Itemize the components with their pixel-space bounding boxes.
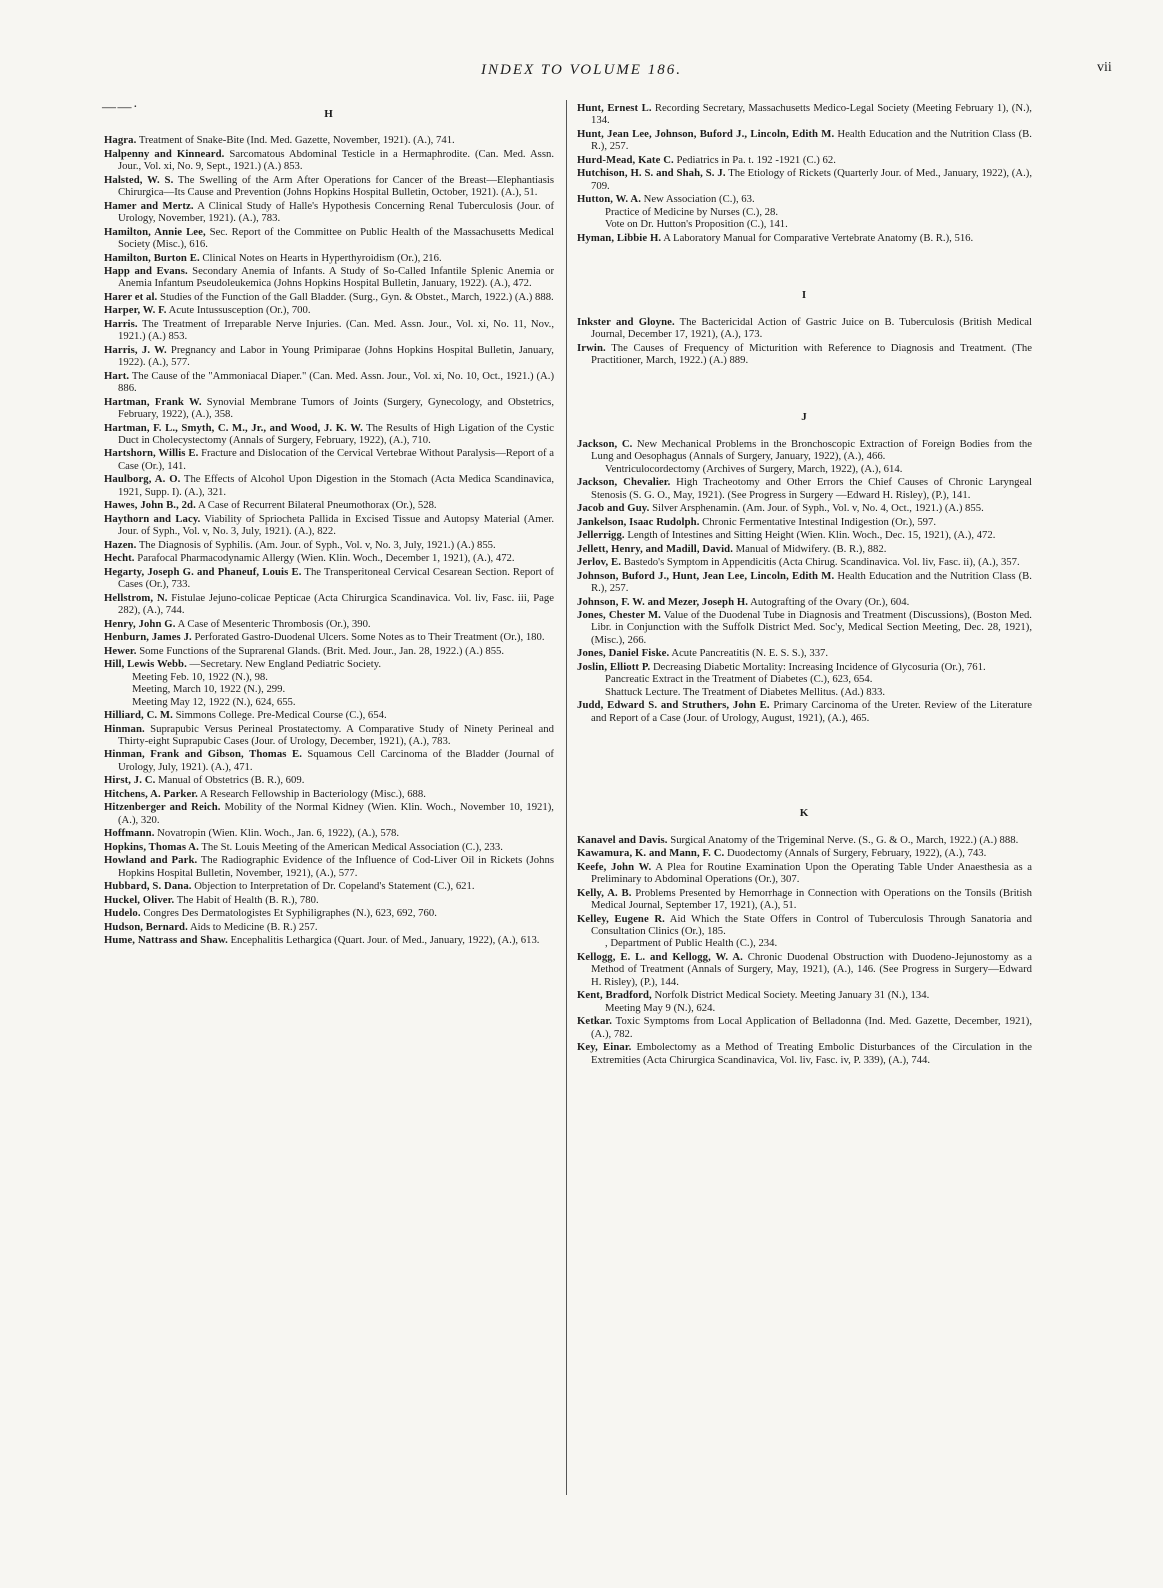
- entry-text: Sarcomatous Abdominal Testicle in a Hermaphrodite. (Can. Med. Assn. Jour., Vol. xi, No. 9, Sept., 1921.) (A.) 853.: [118, 147, 554, 173]
- index-entry: [104, 370, 554, 395]
- entry-author: Harris, J. W.: [104, 343, 167, 356]
- entry-text: A Plea for Routine Examination Upon the Operating Table Under Anaesthesia as a Preliminary to Abdominal Operations (Or.), 307.: [591, 860, 1033, 886]
- entry-author: Hecht.: [104, 552, 135, 565]
- entry-author: Harper, W. F.: [104, 304, 167, 317]
- index-entry: [104, 200, 554, 225]
- section-letter: J: [801, 411, 808, 424]
- entry-text: Studies of the Function of the Gall Bladder. (Surg., Gyn. & Obstet., March, 1922.) (A.) 888.: [157, 290, 554, 303]
- index-entry: [104, 396, 554, 421]
- entry-author: Huckel, Oliver.: [104, 893, 175, 906]
- index-subentry: Vote on Dr. Hutton's Proposition (C.), 141.: [605, 218, 788, 231]
- entry-author: Hazen.: [104, 538, 137, 551]
- index-subentry: Shattuck Lecture. The Treatment of Diabetes Mellitus. (Ad.) 833.: [605, 685, 885, 698]
- decorative-dash: — — ·: [102, 100, 137, 115]
- entry-text: The Radiographic Evidence of the Influence of Cod-Liver Oil in Rickets (Johns Hopkins Hospital Bulletin, November, 1921), (A.), 577.: [118, 854, 554, 879]
- entry-author: Jellerrigg.: [577, 529, 625, 542]
- index-entry: [104, 226, 554, 251]
- index-entry: [104, 907, 554, 919]
- entry-text: Acute Intussusception (Or.), 700.: [166, 304, 311, 317]
- entry-text: Acute Pancreatitis (N. E. S. S.), 337.: [669, 647, 829, 660]
- index-entry: [104, 265, 554, 290]
- index-subentry: Meeting Feb. 10, 1922 (N.), 98.: [132, 670, 268, 683]
- entry-text: Chronic Fermentative Intestinal Indigestion (Or.), 597.: [699, 515, 937, 528]
- index-entry: [104, 921, 554, 933]
- entry-author: Inkster and Gloyne.: [577, 315, 675, 328]
- index-entry: [104, 854, 554, 879]
- entry-text: Pediatrics in Pa. t. 192 -1921 (C.) 62.: [673, 153, 836, 166]
- entry-text: High Tracheotomy and Other Errors the Chief Causes of Chronic Laryngeal Stenosis (S. G. O., May, 1921). (See Progress in Surgery —Edward H. Risley), (P.), 141.: [591, 476, 1032, 501]
- entry-text: A Research Fellowship in Bacteriology (Misc.), 688.: [197, 787, 426, 800]
- entry-author: Kelley, Eugene R.: [577, 912, 665, 925]
- index-entry: [577, 516, 1032, 528]
- entry-text: Aid Which the State Offers in Control of Tuberculosis Through Sanatoria and Consultation Clinics (Or.), 185.: [591, 912, 1032, 937]
- index-entry: [577, 128, 1032, 153]
- left-index-column: [104, 102, 554, 948]
- entry-author: Jellett, Henry, and Madill, David.: [577, 542, 733, 555]
- entry-author: Hubbard, S. Dana.: [104, 880, 192, 893]
- entry-text: Bastedo's Symptom in Appendicitis (Acta Chirug. Scandinavica. Vol. liv, Fasc. ii), (A.), 357.: [621, 556, 1020, 569]
- index-entry: [577, 476, 1032, 501]
- entry-text: Value of the Duodenal Tube in Diagnosis and Treatment (Discussions), (Boston Med. Libr. in Conjunction with the Suffolk District Med. Soc'y, Medical Section Meeting, Dec. 28, 1921), (Misc.), 266.: [591, 609, 1032, 646]
- index-entry: [104, 618, 554, 630]
- entry-author: Hawes, John B., 2d.: [104, 499, 196, 512]
- entry-text: Mobility of the Normal Kidney (Wien. Klin. Woch., November 10, 1921), (A.), 320.: [118, 801, 554, 826]
- entry-text: Problems Presented by Hemorrhage in Connection with Operations on the Tonsils (British Medical Journal, September 17, 1921), (A.), 51.: [591, 886, 1032, 911]
- entry-text: Synovial Membrane Tumors of Joints (Surgery, Gynecology, and Obstetrics, February, 1922), (A.), 358.: [118, 395, 554, 421]
- index-entry: [104, 447, 554, 472]
- entry-text: Clinical Notes on Hearts in Hyperthyroidism (Or.), 216.: [199, 251, 442, 264]
- entry-text: Pregnancy and Labor in Young Primiparae (Johns Hopkins Hospital Bulletin, January, 1922). (A.), 577.: [118, 343, 554, 369]
- index-entry: [577, 167, 1032, 192]
- entry-text: Manual of Obstetrics (B. R.), 609.: [155, 774, 305, 787]
- entry-author: Hill, Lewis Webb.: [104, 658, 187, 670]
- entry-text: Objection to Interpretation of Dr. Copeland's Statement (C.), 621.: [191, 880, 475, 893]
- entry-author: Halsted, W. S.: [104, 173, 174, 186]
- right-index-column: [577, 102, 1032, 1067]
- entry-author: Hudson, Bernard.: [104, 920, 188, 933]
- index-entry: [104, 788, 554, 800]
- running-title: INDEX TO VOLUME 186.: [481, 62, 682, 78]
- entry-text: Toxic Symptoms from Local Application of Belladonna (Ind. Med. Gazette, December, 1921), (A.), 782.: [591, 1015, 1032, 1040]
- index-entry: [577, 647, 1032, 659]
- entry-author: Hopkins, Thomas A.: [104, 840, 199, 853]
- entry-text: The Cause of the "Ammoniacal Diaper." (Can. Med. Assn. Jour., Vol. xi, No. 10, Oct., 1921.) (A.) 886.: [118, 369, 554, 395]
- entry-author: Irwin.: [577, 341, 606, 354]
- entry-text: Congres Des Dermatologistes Et Syphiligraphes (N.), 623, 692, 760.: [140, 907, 437, 920]
- entry-text: A Laboratory Manual for Comparative Vertebrate Anatomy (B. R.), 516.: [661, 231, 974, 244]
- index-entry: [577, 951, 1032, 988]
- index-entry: [104, 318, 554, 343]
- entry-text: The Effects of Alcohol Upon Digestion in the Stomach (Acta Medica Scandinavica, 1921, Supp. I). (A.), 321.: [118, 473, 555, 498]
- entry-text: Decreasing Diabetic Mortality: Increasing Incidence of Glycosuria (Or.), 761.: [650, 660, 986, 673]
- index-entry: [577, 834, 1032, 846]
- entry-text: Parafocal Pharmacodynamic Allergy (Wien. Klin. Woch., December 1, 1921), (A.), 472.: [134, 552, 515, 565]
- entry-author: Hinman.: [104, 722, 145, 735]
- index-entry: [104, 473, 554, 498]
- index-entry: [104, 894, 554, 906]
- entry-author: Jones, Daniel Fiske.: [577, 647, 670, 660]
- index-entry: [104, 304, 554, 316]
- index-entry: [104, 291, 554, 303]
- index-entry: [577, 154, 1032, 166]
- entry-text: The Swelling of the Arm After Operations for Cancer of the Breast—Elephantiasis Chirurgica—Its Cause and Prevention (Johns Hopkins Hospital Bulletin, October, 1921). (A.), 51.: [118, 173, 554, 199]
- entry-text: Squamous Cell Carcinoma of the Bladder (Journal of Urology, July, 1921). (A.), 471.: [118, 748, 554, 773]
- index-entry: [104, 774, 554, 786]
- index-entry: [577, 699, 1032, 724]
- entry-author: Hinman, Frank and Gibson, Thomas E.: [104, 748, 302, 761]
- entry-author: Jones, Chester M.: [577, 609, 661, 622]
- entry-text: Chronic Duodenal Obstruction with Duodeno-Jejunostomy as a Method of Treatment (Annals of Surgery, May, 1921), (A.), 146. (See Progress in Surgery—Edward H. Risley), (P.), 144.: [591, 950, 1032, 988]
- entry-author: Hartman, Frank W.: [104, 395, 202, 408]
- index-subentry: Pancreatic Extract in the Treatment of Diabetes (C.), 623, 654.: [605, 673, 873, 686]
- index-entry: [104, 252, 554, 264]
- index-entry: [104, 709, 554, 721]
- column-divider: [566, 100, 567, 1495]
- entry-text: The Bactericidal Action of Gastric Juice on B. Tuberculosis (British Medical Journal, December 17, 1921), (A.), 173.: [591, 315, 1032, 341]
- index-entry: [577, 861, 1032, 886]
- entry-text: Fistulae Jejuno-colicae Pepticae (Acta Chirurgica Scandinavica. Vol. liv, Fasc. iii, Page 282), (A.), 744.: [118, 591, 554, 616]
- index-entry: [577, 609, 1032, 646]
- entry-text: Silver Arsphenamin. (Am. Jour. of Syph., Vol. v, No. 4, Oct., 1921.) (A.) 855.: [649, 502, 984, 515]
- entry-author: Hitchens, A. Parker.: [104, 787, 198, 800]
- index-entry: [577, 102, 1032, 127]
- entry-text: Some Functions of the Suprarenal Glands. (Brit. Med. Jour., Jan. 28, 1922.) (A.) 855.: [136, 644, 505, 657]
- entry-author: Key, Einar.: [577, 1041, 632, 1054]
- index-entry: [104, 880, 554, 892]
- entry-author: Happ and Evans.: [104, 265, 188, 278]
- entry-text: Sec. Report of the Committee on Public Health of the Massachusetts Medical Society (Misc.), 616.: [118, 225, 554, 251]
- index-entry: [577, 316, 1032, 341]
- entry-author: Jerlov, E.: [577, 556, 622, 569]
- index-entry: [577, 529, 1032, 541]
- index-entry: [104, 513, 554, 538]
- entry-author: Hagra.: [104, 134, 137, 147]
- index-entry: [104, 174, 554, 199]
- index-entry: [104, 148, 554, 173]
- entry-author: Hurd-Mead, Kate C.: [577, 153, 674, 166]
- entry-author: Hitzenberger and Reich.: [104, 801, 221, 814]
- index-entry: [577, 847, 1032, 859]
- entry-text: Secondary Anemia of Infants. A Study of So-Called Infantile Splenic Anemia or Anemia Infantum Pseudoleukemica (Johns Hopkins Hospital Bulletin, January, 1922). (A.), 472.: [118, 265, 554, 290]
- index-entry: [577, 438, 1032, 463]
- entry-text: Surgical Anatomy of the Trigeminal Nerve. (S., G. & O., March, 1922.) (A.) 888.: [667, 833, 1019, 846]
- entry-author: Kawamura, K. and Mann, F. C.: [577, 847, 725, 860]
- entry-text: Perforated Gastro-Duodenal Ulcers. Some Notes as to Their Treatment (Or.), 180.: [191, 631, 545, 643]
- entry-author: Henry, John G.: [104, 617, 176, 630]
- index-entry: [104, 422, 554, 447]
- entry-author: Hoffmann.: [104, 827, 155, 840]
- entry-author: Hutchison, H. S. and Shah, S. J.: [577, 167, 726, 180]
- entry-text: Norfolk District Medical Society. Meeting January 31 (N.), 134.: [651, 989, 930, 1002]
- index-entry: [577, 989, 1032, 1001]
- index-entry: [577, 1015, 1032, 1040]
- index-subentry: Practice of Medicine by Nurses (C.), 28.: [605, 205, 779, 218]
- entry-author: Ketkar.: [577, 1015, 613, 1028]
- entry-text: Autografting of the Ovary (Or.), 604.: [748, 595, 910, 608]
- entry-author: Johnson, F. W. and Mezer, Joseph H.: [577, 595, 749, 608]
- entry-author: Hartshorn, Willis E.: [104, 447, 199, 460]
- index-entry: [577, 596, 1032, 608]
- index-entry: [577, 887, 1032, 912]
- entry-author: Hilliard, C. M.: [104, 709, 173, 721]
- entry-author: Johnson, Buford J., Hunt, Jean Lee, Lincoln, Edith M.: [577, 569, 835, 582]
- index-subentry: , Department of Public Health (C.), 234.: [605, 937, 778, 950]
- entry-text: Encephalitis Lethargica (Quart. Jour. of Med., January, 1922), (A.), 613.: [227, 934, 540, 947]
- index-entry: [104, 841, 554, 853]
- entry-author: Kent, Bradford,: [577, 989, 652, 1002]
- index-entry: [104, 552, 554, 564]
- entry-text: Primary Carcinoma of the Ureter. Review of the Literature and Report of a Case (Jour. of Urology, August, 1921), (A.), 465.: [591, 699, 1033, 724]
- entry-author: Kanavel and Davis.: [577, 833, 668, 846]
- index-entry: [577, 502, 1032, 514]
- index-entry: [104, 827, 554, 839]
- entry-text: Length of Intestines and Sitting Height (Wien. Klin. Woch., Dec. 15, 1921), (A.), 472.: [624, 529, 996, 542]
- index-entry: [104, 645, 554, 657]
- entry-author: Joslin, Elliott P.: [577, 660, 651, 673]
- index-entry: [104, 801, 554, 826]
- entry-author: Keefe, John W.: [577, 860, 652, 873]
- index-entry: [104, 748, 554, 773]
- entry-author: Judd, Edward S. and Struthers, John E.: [577, 699, 770, 712]
- index-entry: [577, 556, 1032, 568]
- index-entry: [577, 913, 1032, 938]
- index-entry: [104, 658, 554, 670]
- entry-author: Jacob and Guy.: [577, 502, 650, 515]
- index-entry: [104, 631, 554, 643]
- entry-author: Hunt, Jean Lee, Johnson, Buford J., Lincoln, Edith M.: [577, 127, 835, 140]
- entry-author: Hutton, W. A.: [577, 193, 641, 206]
- index-entry: [104, 934, 554, 946]
- entry-text: The Treatment of Irreparable Nerve Injuries. (Can. Med. Assn. Jour., Vol. xi, No. 11, Nov., 1921.) (A.) 853.: [118, 317, 554, 343]
- entry-author: Hamilton, Burton E.: [104, 251, 200, 264]
- entry-author: Haythorn and Lacy.: [104, 512, 201, 525]
- entry-text: Suprapubic Versus Perineal Prostatectomy. A Comparative Study of Ninety Perineal and Thirty-eight Suprapubic Cases (Jour. of Urology, December, 1921), (A.), 783.: [118, 722, 554, 747]
- entry-author: Kellogg, E. L. and Kellogg, W. A.: [577, 950, 743, 963]
- entry-text: Aids to Medicine (B. R.) 257.: [187, 920, 318, 933]
- index-subentry: Ventriculocordectomy (Archives of Surgery, March, 1922), (A.), 614.: [605, 462, 903, 475]
- entry-author: Harris.: [104, 317, 138, 330]
- index-entry: [104, 539, 554, 551]
- entry-author: Jankelson, Isaac Rudolph.: [577, 515, 700, 528]
- entry-author: Hamer and Mertz.: [104, 199, 194, 212]
- entry-text: Recording Secretary, Massachusetts Medico-Legal Society (Meeting February 1), (N.), 134.: [591, 102, 1032, 127]
- entry-author: Hartman, F. L., Smyth, C. M., Jr., and Wood, J. K. W.: [104, 421, 363, 434]
- index-entry: [577, 661, 1032, 673]
- entry-text: The Transperitoneal Cervical Cesarean Section. Report of Cases (Or.), 733.: [118, 565, 554, 591]
- entry-text: A Case of Mesenteric Thrombosis (Or.), 390.: [175, 617, 371, 630]
- index-entry: [577, 570, 1032, 595]
- entry-text: Simmons College. Pre-Medical Course (C.), 654.: [172, 709, 387, 721]
- entry-text: A Clinical Study of Halle's Hypothesis Concerning Renal Tuberculosis (Jour. of Urology, November, 1921). (A.), 783.: [118, 199, 554, 225]
- entry-text: Health Education and the Nutrition Class (B. R.), 257.: [591, 127, 1032, 153]
- index-subentry: Meeting May 9 (N.), 624.: [605, 1001, 716, 1014]
- entry-author: Howland and Park.: [104, 854, 198, 867]
- entry-text: The Results of High Ligation of the Cystic Duct in Cholecystectomy (Annals of Surgery, February, 1922), (A.), 710.: [118, 421, 554, 446]
- entry-text: Novatropin (Wien. Klin. Woch., Jan. 6, 1922), (A.), 578.: [154, 827, 400, 840]
- entry-author: Hyman, Libbie H.: [577, 231, 662, 244]
- entry-text: The Diagnosis of Syphilis. (Am. Jour. of Syph., Vol. v, No. 3, July, 1921.) (A.) 855.: [136, 538, 496, 551]
- entry-text: Manual of Midwifery. (B. R.), 882.: [733, 542, 887, 555]
- page-number: vii: [1097, 60, 1112, 75]
- entry-text: New Association (C.), 63.: [640, 193, 755, 206]
- entry-author: Jackson, C.: [577, 437, 633, 450]
- entry-author: Harer et al.: [104, 290, 158, 303]
- entry-text: The Habit of Health (B. R.), 780.: [174, 893, 319, 906]
- entry-author: Haulborg, A. O.: [104, 473, 181, 486]
- entry-text: Fracture and Dislocation of the Cervical Vertebrae Without Paralysis—Report of a Case (Or.), 141.: [118, 447, 554, 472]
- entry-author: Hellstrom, N.: [104, 591, 168, 604]
- entry-author: Halpenny and Kinneard.: [104, 147, 225, 160]
- index-subentry: Meeting May 12, 1922 (N.), 624, 655.: [132, 695, 296, 708]
- entry-text: The Causes of Frequency of Micturition with Reference to Diagnosis and Treatment. (The Practitioner, March, 1922.) (A.) 889.: [591, 341, 1032, 366]
- entry-author: Hunt, Ernest L.: [577, 102, 652, 114]
- entry-author: Hamilton, Annie Lee,: [104, 225, 206, 238]
- index-entry: [104, 592, 554, 617]
- entry-author: Hume, Nattrass and Shaw.: [104, 934, 228, 947]
- entry-author: Kelly, A. B.: [577, 886, 632, 899]
- entry-text: Treatment of Snake-Bite (Ind. Med. Gazette, November, 1921). (A.), 741.: [136, 134, 455, 147]
- section-letter: K: [799, 807, 810, 820]
- entry-text: Embolectomy as a Method of Treating Embolic Disturbances of the Circulation in the Extremities (Acta Chirurgica Scandinavica, Vol. liv, Fasc. iv, P. 339), (A.), 744.: [591, 1041, 1032, 1066]
- entry-text: Duodectomy (Annals of Surgery, February, 1922), (A.), 743.: [724, 847, 987, 860]
- index-entry: [104, 499, 554, 511]
- index-entry: [577, 232, 1032, 244]
- index-entry: [104, 723, 554, 748]
- entry-text: New Mechanical Problems in the Bronchoscopic Extraction of Foreign Bodies from the Lung and Oesophagus (Annals of Surgery, January, 1922), (A.), 466.: [591, 437, 1032, 463]
- entry-author: Henburn, James J.: [104, 631, 192, 643]
- entry-text: The Etiology of Rickets (Quarterly Jour. of Med., January, 1922), (A.), 709.: [591, 167, 1032, 192]
- index-entry: [104, 344, 554, 369]
- entry-author: Jackson, Chevalier.: [577, 476, 671, 489]
- entry-text: —Secretary. New England Pediatric Society.: [186, 658, 382, 670]
- entry-text: Health Education and the Nutrition Class (B. R.), 257.: [591, 569, 1032, 595]
- entry-author: Hirst, J. C.: [104, 774, 156, 787]
- index-entry: [577, 1041, 1032, 1066]
- entry-author: Hegarty, Joseph G. and Phaneuf, Louis E.: [104, 565, 302, 578]
- index-entry: [577, 193, 1032, 205]
- entry-text: The St. Louis Meeting of the American Medical Association (C.), 233.: [198, 840, 503, 853]
- entry-author: Hewer.: [104, 644, 137, 657]
- entry-author: Hudelo.: [104, 907, 141, 920]
- index-entry: [577, 342, 1032, 367]
- section-letter: H: [324, 108, 334, 120]
- entry-text: A Case of Recurrent Bilateral Pneumothorax (Or.), 528.: [195, 499, 437, 512]
- index-subentry: Meeting, March 10, 1922 (N.), 299.: [132, 683, 286, 695]
- entry-text: Viability of Spriocheta Pallida in Excised Tissue and Autopsy Material (Amer. Jour. of Syph., Vol. v, No. 3, July, 1921). (A.), 822.: [118, 512, 554, 538]
- section-letter: I: [801, 289, 808, 302]
- index-entry: [577, 543, 1032, 555]
- entry-author: Hart.: [104, 369, 130, 382]
- index-entry: [104, 134, 554, 146]
- index-entry: [104, 566, 554, 591]
